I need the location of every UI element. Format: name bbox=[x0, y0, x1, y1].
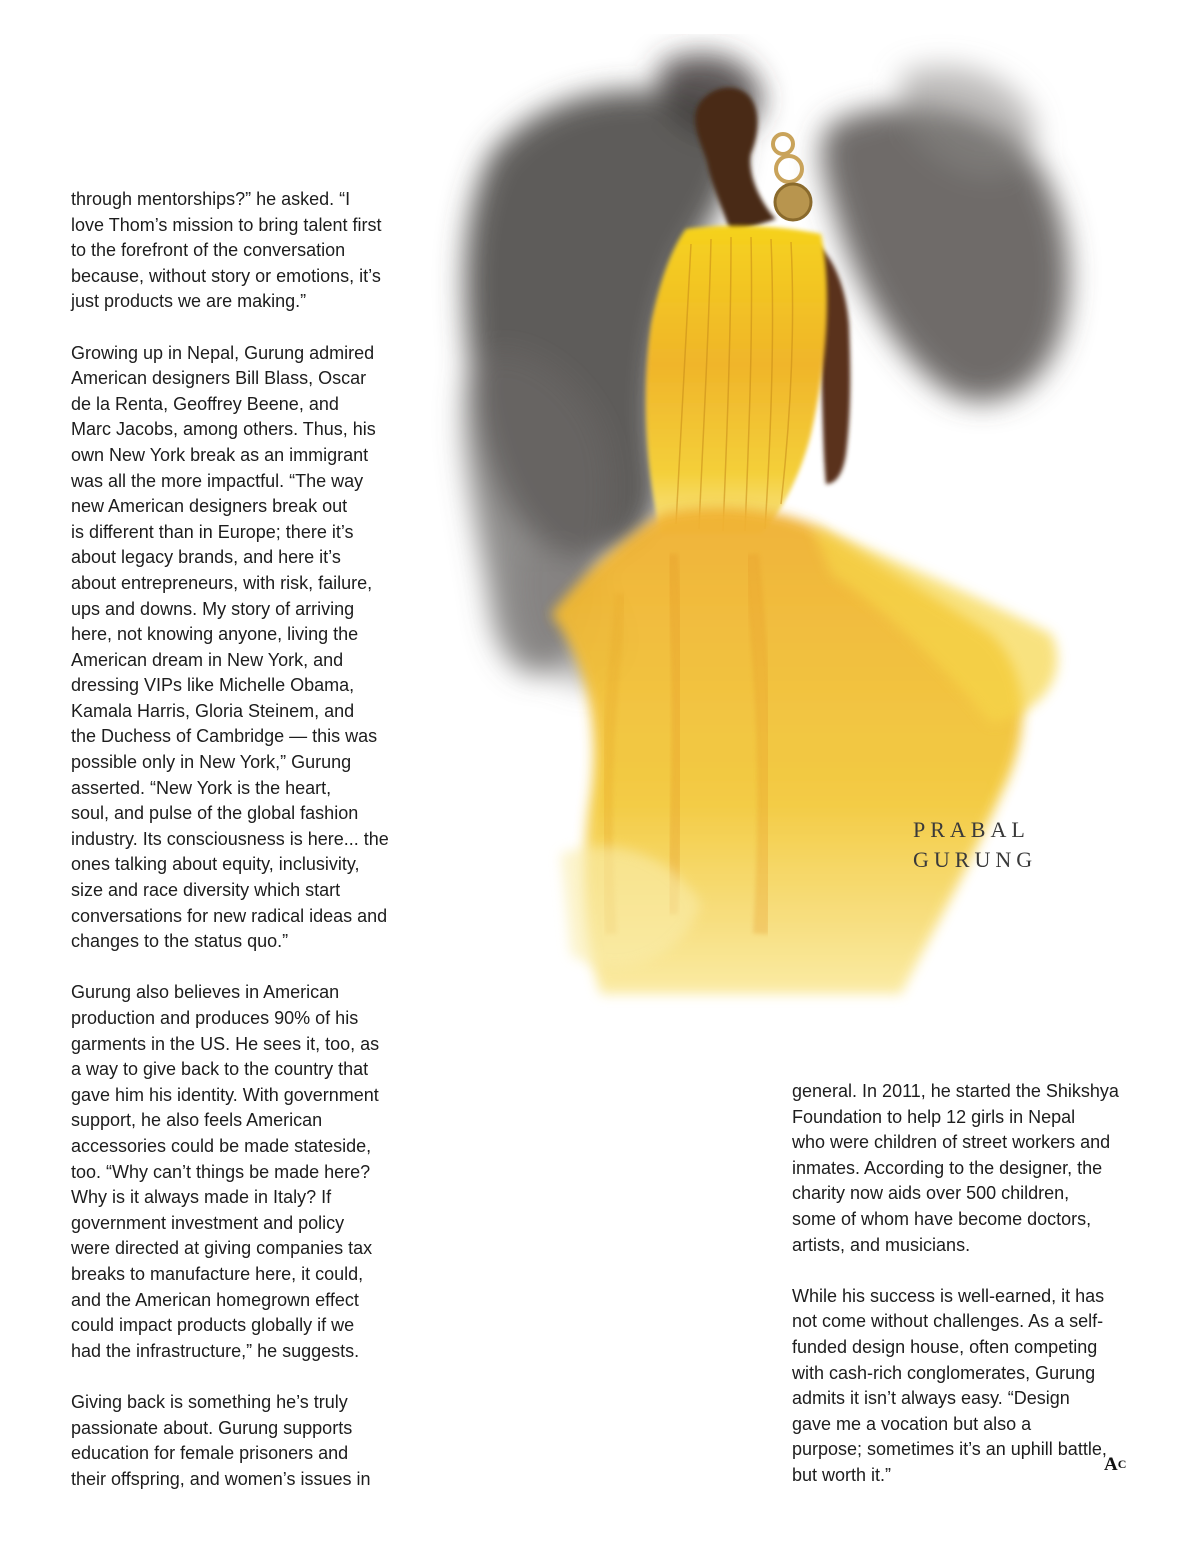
text-line: who were children of street workers and bbox=[792, 1132, 1111, 1153]
text-line: charity now aids over 500 children, bbox=[792, 1183, 1070, 1204]
magazine-logo bbox=[1104, 1455, 1126, 1475]
text-line: gave him his identity. With government bbox=[71, 1084, 379, 1105]
text-line: to the forefront of the conversation bbox=[71, 240, 346, 261]
paragraph-gap bbox=[71, 955, 423, 981]
text-line: could impact products globally if we bbox=[71, 1315, 355, 1336]
text-line: de la Renta, Geoffrey Beene, and bbox=[71, 393, 339, 414]
designer-first-name: PRABAL bbox=[913, 817, 1030, 842]
text-line: accessories could be made stateside, bbox=[71, 1135, 372, 1156]
text-line: about legacy brands, and here it’s bbox=[71, 547, 341, 568]
text-line: the Duchess of Cambridge — this was bbox=[71, 726, 378, 747]
text-line: here, not knowing anyone, living the bbox=[71, 624, 359, 645]
text-line: conversations for new radical ideas and bbox=[71, 905, 388, 926]
text-line: just products we are making.” bbox=[71, 291, 307, 312]
text-line: changes to the status quo.” bbox=[71, 931, 289, 952]
text-line: passionate about. Gurung supports bbox=[71, 1417, 353, 1438]
text-line: with cash-rich conglomerates, Gurung bbox=[792, 1362, 1096, 1383]
text-line: purpose; sometimes it’s an uphill battle, bbox=[792, 1439, 1107, 1460]
paragraph-gap bbox=[792, 1258, 1142, 1284]
text-line: ups and downs. My story of arriving bbox=[71, 598, 355, 619]
designer-last-name: GURUNG bbox=[913, 847, 1038, 872]
text-line: soul, and pulse of the global fashion bbox=[71, 803, 359, 824]
text-line: Giving back is something he’s truly bbox=[71, 1391, 348, 1412]
paragraph bbox=[792, 1079, 1142, 1258]
text-line: dressing VIPs like Michelle Obama, bbox=[71, 675, 355, 696]
text-line: their offspring, and women’s issues in bbox=[71, 1468, 371, 1489]
text-line: a way to give back to the country that bbox=[71, 1059, 369, 1080]
text-line: breaks to manufacture here, it could, bbox=[71, 1263, 364, 1284]
fashion-illustration bbox=[431, 34, 1131, 1042]
text-line: production and produces 90% of his bbox=[71, 1008, 359, 1028]
text-line: but worth it.” bbox=[792, 1464, 892, 1485]
text-line: gave me a vocation but also a bbox=[792, 1413, 1032, 1434]
dress-skirt bbox=[551, 507, 1057, 994]
text-line: new American designers break out bbox=[71, 496, 348, 517]
text-line: had the infrastructure,” he suggests. bbox=[71, 1340, 360, 1361]
logo-letter-c: C bbox=[1117, 1457, 1127, 1471]
text-line: size and race diversity which start bbox=[71, 880, 341, 901]
text-line: asserted. “New York is the heart, bbox=[71, 777, 332, 798]
paragraph bbox=[792, 1284, 1142, 1489]
paragraph-gap bbox=[71, 315, 423, 341]
dress-bodice bbox=[646, 226, 827, 534]
text-line: possible only in New York,” Gurung bbox=[71, 752, 352, 773]
paragraph bbox=[71, 1390, 423, 1492]
text-line: American designers Bill Blass, Oscar bbox=[71, 368, 367, 389]
text-line: admits it isn’t always easy. “Design bbox=[792, 1388, 1070, 1409]
text-line: support, he also feels American bbox=[71, 1110, 323, 1131]
left-text-column bbox=[71, 187, 423, 1492]
text-line: artists, and musicians. bbox=[792, 1234, 971, 1255]
text-line: education for female prisoners and bbox=[71, 1443, 349, 1464]
text-line: inmates. According to the designer, the bbox=[792, 1157, 1103, 1178]
text-line: not come without challenges. As a self- bbox=[792, 1311, 1104, 1332]
text-line: Gurung also believes in American bbox=[71, 982, 340, 1003]
text-line: American dream in New York, and bbox=[71, 649, 344, 670]
paragraph bbox=[71, 980, 423, 1364]
paragraph bbox=[71, 341, 423, 955]
text-line: ones talking about equity, inclusivity, bbox=[71, 854, 360, 875]
text-line: While his success is well-earned, it has bbox=[792, 1285, 1105, 1306]
paragraph bbox=[71, 187, 423, 315]
text-line: garments in the US. He sees it, too, as bbox=[71, 1033, 380, 1054]
text-line: were directed at giving companies tax bbox=[71, 1238, 373, 1259]
text-line: industry. Its consciousness is here... the bbox=[71, 828, 389, 849]
text-line: too. “Why can’t things be made here? bbox=[71, 1161, 371, 1182]
text-line: Kamala Harris, Gloria Steinem, and bbox=[71, 700, 355, 721]
text-line: own New York break as an immigrant bbox=[71, 444, 369, 465]
text-line: government investment and policy bbox=[71, 1212, 345, 1233]
text-line: some of whom have become doctors, bbox=[792, 1208, 1092, 1229]
right-text-column bbox=[792, 1079, 1142, 1489]
text-line: about entrepreneurs, with risk, failure, bbox=[71, 572, 373, 593]
text-line: Marc Jacobs, among others. Thus, his bbox=[71, 419, 376, 440]
text-line: love Thom’s mission to bring talent first bbox=[71, 214, 382, 235]
watercolor-dress-drawing bbox=[431, 34, 1131, 1042]
text-line: because, without story or emotions, it’s bbox=[71, 265, 381, 286]
logo-letter-a: A bbox=[1104, 1454, 1118, 1475]
paragraph-gap bbox=[71, 1364, 423, 1390]
text-line: and the American homegrown effect bbox=[71, 1289, 359, 1310]
text-line: general. In 2011, he started the Shikshya bbox=[792, 1081, 1119, 1101]
text-line: Why is it always made in Italy? If bbox=[71, 1187, 332, 1208]
text-line: Growing up in Nepal, Gurung admired bbox=[71, 342, 375, 363]
designer-name-caption bbox=[913, 815, 1037, 875]
text-line: was all the more impactful. “The way bbox=[71, 470, 364, 491]
text-line: through mentorships?” he asked. “I bbox=[71, 189, 351, 209]
text-line: Foundation to help 12 girls in Nepal bbox=[792, 1106, 1076, 1127]
text-line: is different than in Europe; there it’s bbox=[71, 521, 354, 542]
text-line: funded design house, often competing bbox=[792, 1336, 1098, 1357]
